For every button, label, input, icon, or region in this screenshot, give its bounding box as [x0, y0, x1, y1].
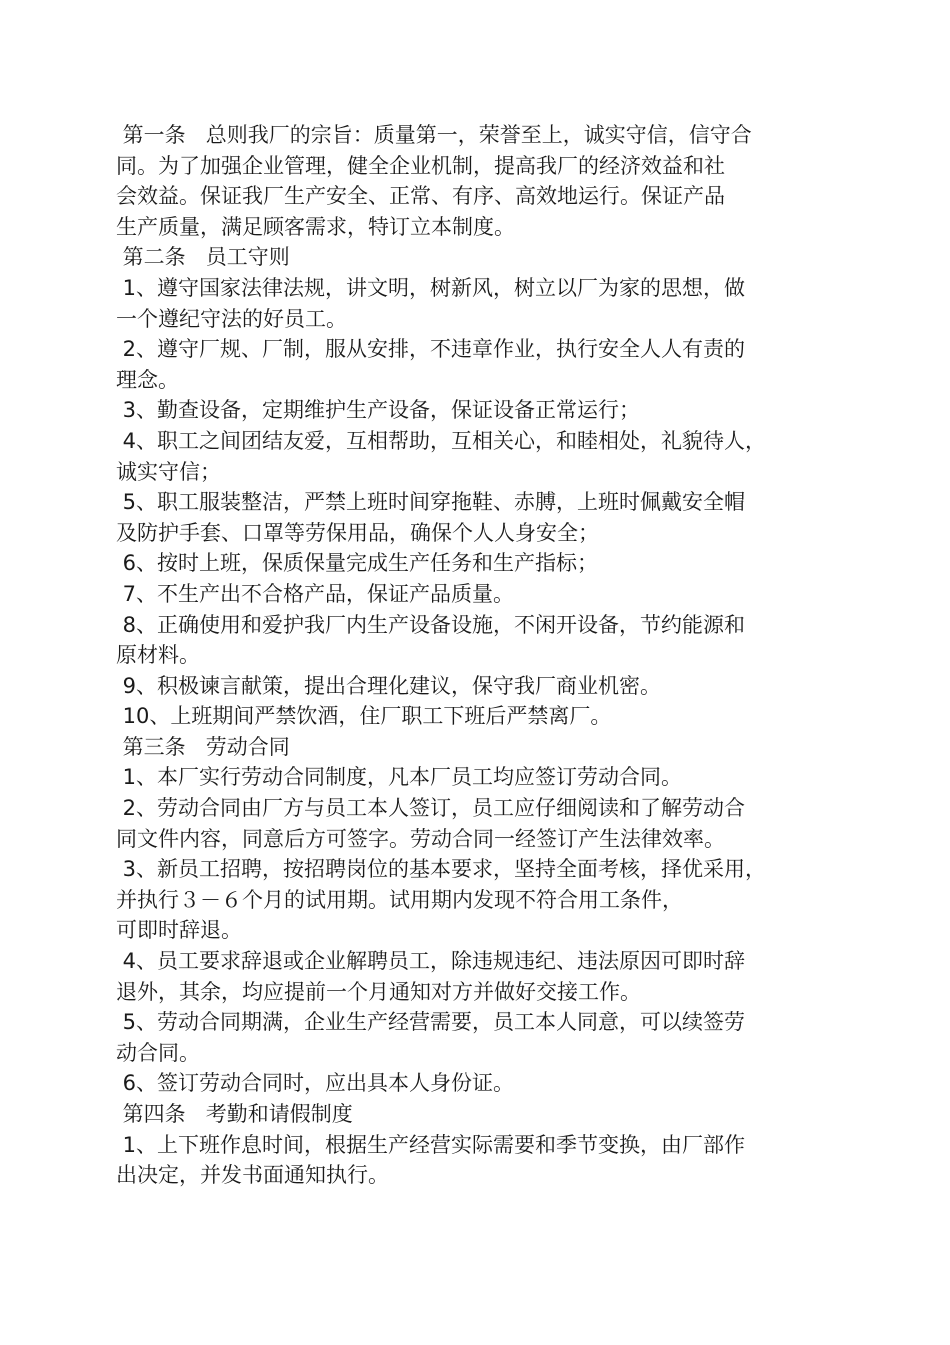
text-line: 6、按时上班，保质保量完成生产任务和生产指标；	[116, 551, 599, 576]
text-line: 10、上班期间严禁饮酒，住厂职工下班后严禁离厂。	[116, 704, 612, 729]
text-line: 退外，其余，均应提前一个月通知对方并做好交接工作。	[116, 979, 641, 1004]
text-line: 2、遵守厂规、厂制，服从安排，不违章作业，执行安全人人有责的	[116, 337, 746, 362]
text-line: 动合同。	[116, 1040, 200, 1065]
text-line: 6、签订劳动合同时，应出具本人身份证。	[116, 1071, 515, 1096]
document-body	[116, 120, 796, 1191]
text-line: 及防护手套、口罩等劳保用品，确保个人人身安全；	[116, 520, 599, 545]
text-line: 诚实守信；	[116, 459, 221, 484]
text-line: 1、本厂实行劳动合同制度，凡本厂员工均应签订劳动合同。	[116, 765, 683, 790]
text-line: 第二条 员工守则	[116, 245, 290, 270]
text-line: 4、职工之间团结友爱，互相帮助，互相关心，和睦相处，礼貌待人，	[116, 428, 767, 453]
text-line: 第三条 劳动合同	[116, 734, 290, 759]
text-line: 理念。	[116, 367, 179, 392]
text-line: 会效益。保证我厂生产安全、正常、有序、高效地运行。保证产品	[116, 184, 725, 209]
text-line: 第四条 考勤和请假制度	[116, 1102, 353, 1126]
text-line: 5、劳动合同期满，企业生产经营需要，员工本人同意，可以续签劳	[116, 1010, 746, 1035]
text-line: 第一条 总则我厂的宗旨：质量第一，荣誉至上，诚实守信，信守合	[116, 123, 752, 147]
text-line: 1、上下班作息时间，根据生产经营实际需要和季节变换，由厂部作	[116, 1132, 746, 1157]
text-line: 7、不生产出不合格产品，保证产品质量。	[116, 581, 515, 606]
text-line: 9、积极谏言献策，提出合理化建议，保守我厂商业机密。	[116, 673, 662, 698]
text-line: 1、遵守国家法律法规，讲文明，树新风，树立以厂为家的思想，做	[116, 275, 746, 300]
text-line: 4、员工要求辞退或企业解聘员工，除违规违纪、违法原因可即时辞	[116, 949, 746, 974]
text-line: 2、劳动合同由厂方与员工本人签订，员工应仔细阅读和了解劳动合	[116, 796, 746, 821]
text-line: 3、新员工招聘，按招聘岗位的基本要求，坚持全面考核，择优采用，	[116, 857, 767, 882]
text-line: 出决定，并发书面通知执行。	[116, 1163, 389, 1188]
text-line: 8、正确使用和爱护我厂内生产设备设施，不闲开设备，节约能源和	[116, 612, 746, 637]
text-line: 原材料。	[116, 643, 200, 668]
text-line: 一个遵纪守法的好员工。	[116, 306, 347, 331]
text-line: 5、职工服装整洁，严禁上班时间穿拖鞋、赤膊，上班时佩戴安全帽	[116, 490, 746, 515]
text-line: 并执行３－６个月的试用期。试用期内发现不符合用工条件，	[116, 887, 683, 912]
text-line: 同文件内容，同意后方可签字。劳动合同一经签订产生法律效率。	[116, 826, 725, 851]
text-line: 生产质量，满足顾客需求，特订立本制度。	[116, 214, 515, 239]
text-line: 3、勤查设备，定期维护生产设备，保证设备正常运行；	[116, 398, 641, 423]
text-line: 可即时辞退。	[116, 918, 242, 943]
text-line: 同。为了加强企业管理，健全企业机制，提高我厂的经济效益和社	[116, 153, 725, 178]
